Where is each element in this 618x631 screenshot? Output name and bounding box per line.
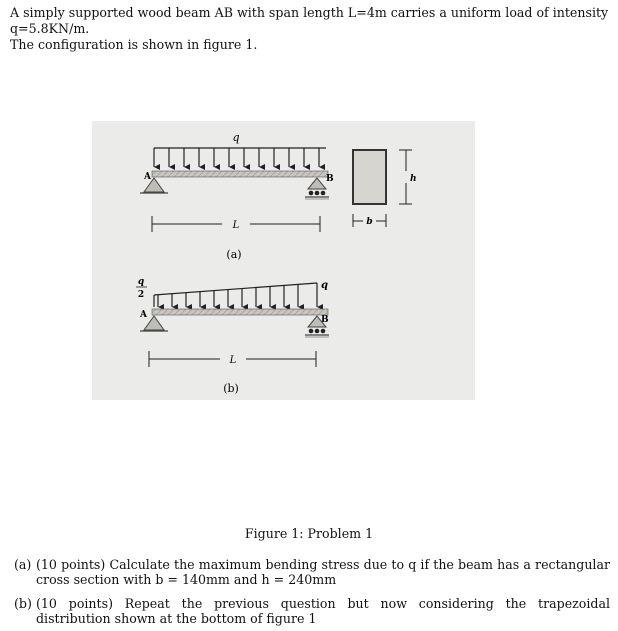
label-A-bottom: A bbox=[140, 310, 147, 320]
problem-statement bbox=[10, 5, 610, 53]
figure-caption: Figure 1: Problem 1 bbox=[244, 526, 374, 541]
question-b bbox=[14, 596, 610, 626]
q-half-numerator: q bbox=[137, 277, 145, 287]
question-a bbox=[14, 557, 610, 587]
label-A-top: A bbox=[144, 172, 151, 182]
b-label: b bbox=[366, 217, 373, 227]
label-B-top: B bbox=[326, 174, 334, 184]
question-a-label: (a) bbox=[14, 557, 32, 572]
intro-line-1: A simply supported wood beam AB with span length L=4m carries a uniform load of intensity q=5.8KN/m. bbox=[10, 5, 609, 36]
beam-b bbox=[152, 309, 328, 315]
intro-line-2: The configuration is shown in figure 1. bbox=[10, 37, 258, 52]
q-label-top: q bbox=[232, 131, 240, 144]
q-half-denominator: 2 bbox=[137, 290, 145, 300]
cross-section bbox=[353, 150, 386, 204]
question-a-text: (10 points) Calculate the maximum bending stress due to q if the beam has a rectangular cross section with b = 140mm and h = 240mm bbox=[36, 557, 610, 587]
L-label-bottom: L bbox=[229, 355, 237, 366]
beam-figure bbox=[92, 121, 475, 400]
question-b-label: (b) bbox=[14, 596, 32, 611]
label-B-bottom: B bbox=[321, 315, 329, 325]
q-label-right: q bbox=[321, 280, 328, 291]
panel-a-label: (a) bbox=[226, 248, 242, 261]
beam-a bbox=[152, 171, 328, 177]
h-label: h bbox=[410, 174, 417, 184]
L-label-top: L bbox=[232, 220, 240, 231]
question-b-text: (10 points) Repeat the previous question but now considering the trapezoidal distribution shown at the bottom of figure 1 bbox=[36, 596, 610, 626]
panel-b-label: (b) bbox=[223, 382, 239, 395]
